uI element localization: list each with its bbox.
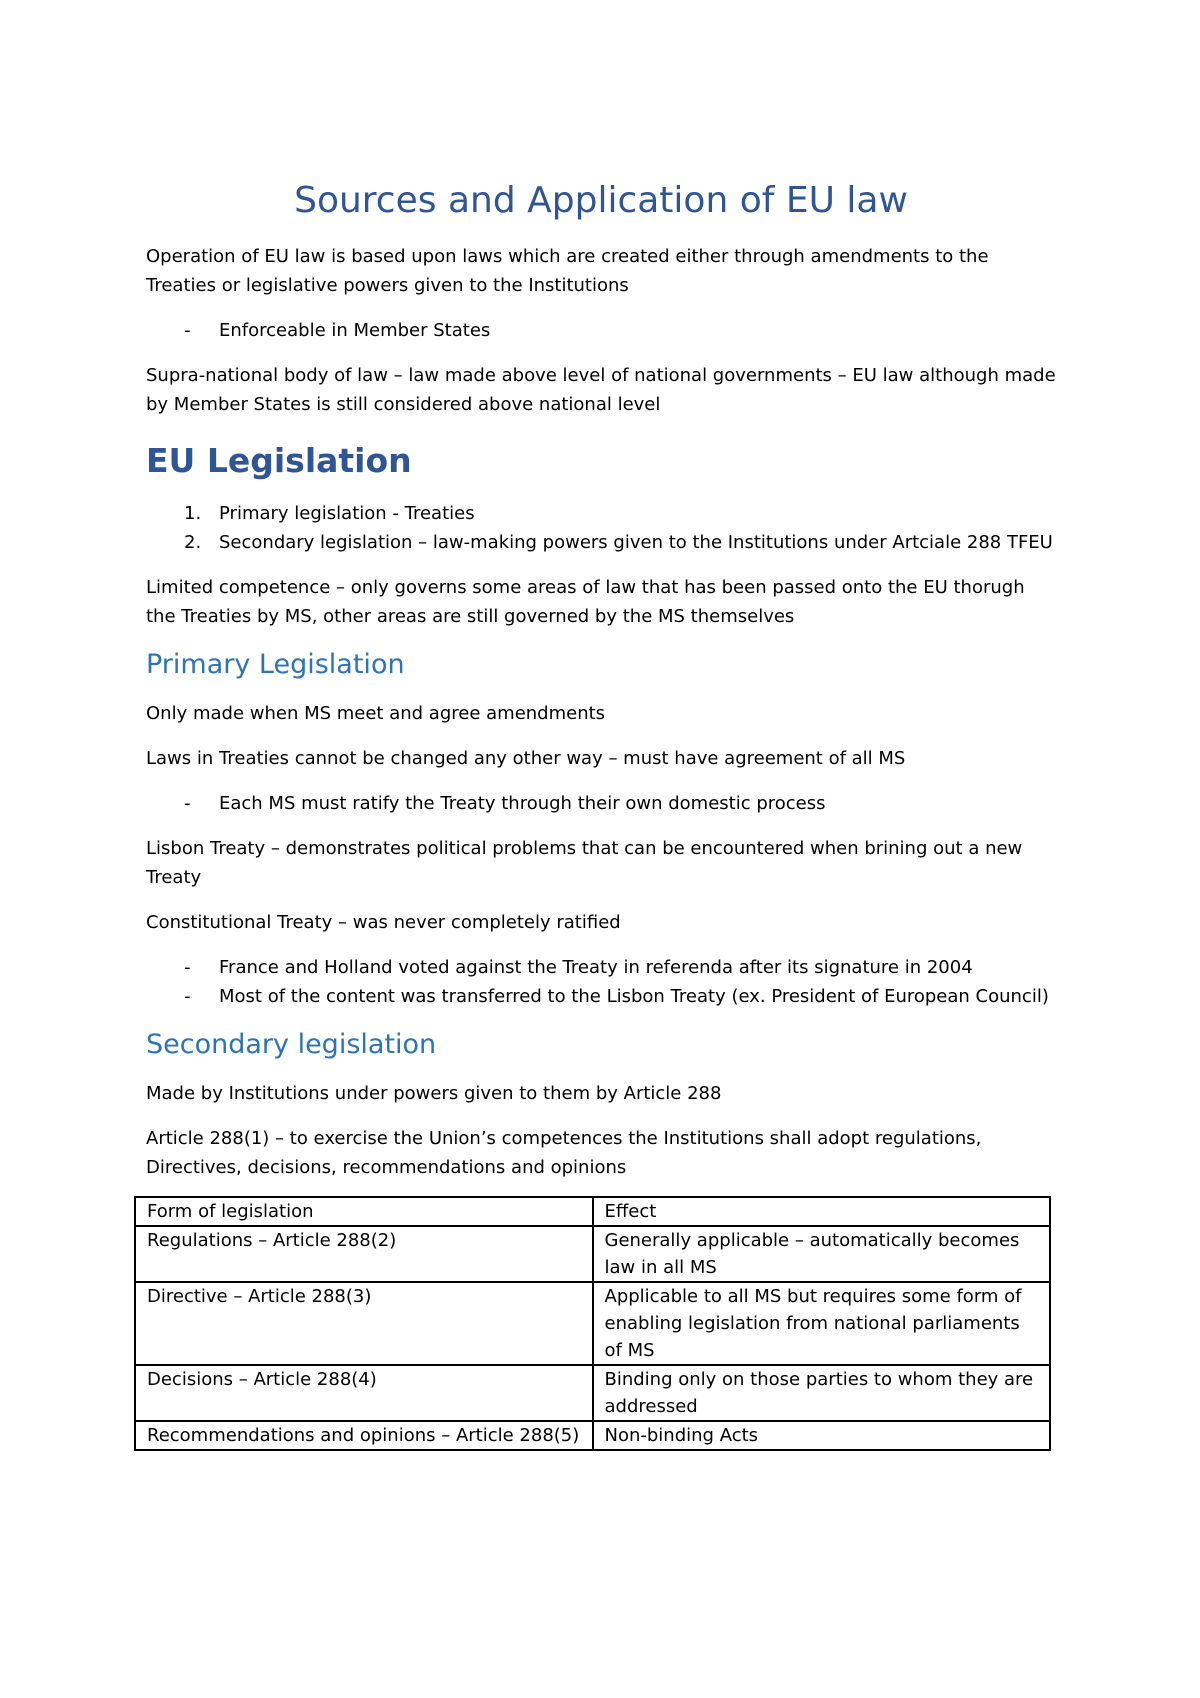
primary-paragraph: Laws in Treaties cannot be changed any other way – must have agreement of all MS [146,748,906,769]
supranational-paragraph: Supra-national body of law – law made above level of national governments – EU law although made by Member States is still considered above national level [146,365,1056,415]
list-item: - Each MS must ratify the Treaty through their own domestic process [146,789,1056,818]
constitutional-bullets [146,953,1056,1011]
table-cell: Directive – Article 288(3) [135,1282,593,1365]
primary-paragraph: Only made when MS meet and agree amendments [146,703,606,724]
article-288-paragraph: Article 288(1) – to exercise the Union’s competences the Institutions shall adopt regulations, Directives, decisions, recommendations and opinions [146,1128,982,1178]
primary-bullets [146,789,1056,818]
secondary-paragraph: Made by Institutions under powers given to them by Article 288 [146,1083,722,1104]
lisbon-paragraph: Lisbon Treaty – demonstrates political problems that can be encountered when brining out a new Treaty [146,838,1023,888]
dash-mark: - [184,320,191,341]
table-cell: Binding only on those parties to whom they are addressed [593,1365,1051,1421]
list-item: 2. Secondary legislation – law-making powers given to the Institutions under Artciale 288 TFEU [146,528,1056,557]
intro-paragraph: Operation of EU law is based upon laws which are created either through amendments to the Treaties or legislative powers given to the Institutions [146,246,989,296]
table-row [135,1365,1050,1421]
table-cell: Regulations – Article 288(2) [135,1226,593,1282]
heading-secondary-legislation: Secondary legislation [146,1029,437,1060]
limited-competence-paragraph: Limited competence – only governs some areas of law that has been passed onto the EU thorugh the Treaties by MS, other areas are still governed by the MS themselves [146,577,1025,627]
table-row [135,1226,1050,1282]
table-header-row [135,1197,1050,1226]
table-cell: Applicable to all MS but requires some form of enabling legislation from national parliaments of MS [593,1282,1051,1365]
list-item: - France and Holland voted against the Treaty in referenda after its signature in 2004 [146,953,1056,982]
constitutional-paragraph: Constitutional Treaty – was never completely ratified [146,912,621,933]
list-item: 1. Primary legislation - Treaties [146,499,1056,528]
table-cell: Decisions – Article 288(4) [135,1365,593,1421]
number-mark: 2. [184,532,202,553]
document-body [146,178,1056,1451]
table-header-cell: Form of legislation [135,1197,593,1226]
table-cell: Generally applicable – automatically becomes law in all MS [593,1226,1051,1282]
table-row [135,1282,1050,1365]
table-header-cell: Effect [593,1197,1051,1226]
dash-mark: - [184,793,191,814]
dash-mark: - [184,986,191,1007]
table-row [135,1421,1050,1450]
dash-mark: - [184,957,191,978]
list-item: - Most of the content was transferred to the Lisbon Treaty (ex. President of European Council) [146,982,1056,1011]
heading-eu-legislation: EU Legislation [146,441,412,480]
table-cell: Non-binding Acts [593,1421,1051,1450]
heading-primary-legislation: Primary Legislation [146,649,405,680]
number-mark: 1. [184,503,202,524]
legislation-table [134,1196,1051,1451]
list-item: - Enforceable in Member States [146,316,1056,345]
legislation-types-list [146,499,1056,557]
page-title: Sources and Application of EU law [294,180,908,221]
intro-bullets [146,316,1056,345]
table-cell: Recommendations and opinions – Article 288(5) [135,1421,593,1450]
